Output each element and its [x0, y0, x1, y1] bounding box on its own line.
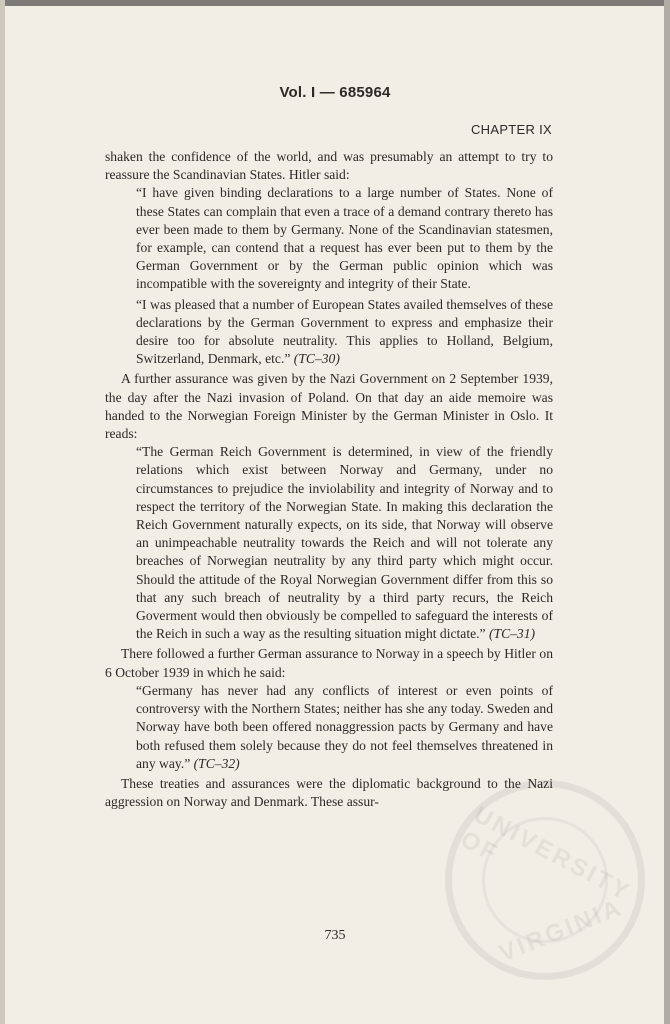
paragraph-assurance: A further assurance was given by the Nazi Government on 2 September 1939, the day after the Nazi invasion of Poland. On that day an aide memoire was handed to the Norwegian Foreign Minister by the German Minister in Oslo. It reads: — [105, 371, 553, 442]
seal-top-text: UNIVERSITY OF — [456, 801, 636, 907]
quote-hitler-speech — [136, 682, 553, 773]
quote-hitler-declarations: “I have given binding declarations to a large number of States. None of these States can complain that even a trace of a demand contrary thereto has ever been made to them by Germany. None of the Scandinavian statesmen, for example, can contend that a request has ever been put to them by the German Government or by the German public opinion which was incompatible with the sovereignty and integrity of their State. — [136, 185, 553, 292]
paragraph-background: These treaties and assurances were the diplomatic background to the Nazi aggression on Norway and Denmark. These assur- — [105, 775, 553, 810]
quote-text: “I was pleased that a number of European States availed themselves of these declarations by the German Government to express and emphasize their desire too for absolute neutrality. This applies to Holland, Belgium, Switzerland, Denmark, etc.” — [136, 296, 553, 367]
quote-hitler-neutrality — [136, 296, 553, 369]
volume-header: Vol. I — 685964 — [279, 84, 391, 101]
chapter-heading: CHAPTER IX — [470, 122, 552, 137]
page-left-edge — [0, 0, 5, 1024]
page-top-edge — [0, 0, 670, 6]
document-reference: (TC–30) — [293, 351, 340, 367]
quote-text: “The German Reich Government is determined, in view of the friendly relations which exist between Norway and Germany, under no circumstances to prejudice the inviolability and integrity of Norway and to respect the territory of the Norwegian State. In making this declaration the Reich Government naturally expects, on its side, that Norway will observe an unimpeachable neutrality towards the Reich and will not tolerate any breaches of Norwegian neutrality by any third party which might occur. Should the attitude of the Royal Norwegian Government differ from this so that any such breach of neutrality by a third party recurs, the Reich Goverment would then obviously be compelled to safeguard the interests of the Reich in such a way as the resulting situation might dictate.” — [136, 444, 553, 642]
paragraph-further-assurance: There followed a further German assurance to Norway in a speech by Hitler on 6 October 1939 in which he said: — [105, 646, 553, 680]
document-reference: (TC–31) — [488, 626, 536, 642]
page-right-edge — [664, 0, 670, 1024]
quote-text: “Germany has never had any conflicts of interest or even points of controversy with the Northern States; neither has she any today. Sweden and Norway have both been offered nonaggression pacts by Germany and have both refused them solely because they do not feel themselves threatened in any way.” — [136, 682, 553, 771]
seal-bottom-text: VIRGINIA — [495, 893, 627, 968]
paragraph-continuation: shaken the confidence of the world, and was presumably an attempt to try to reassure the Scandinavian States. Hitler said: — [105, 149, 553, 183]
page-body — [105, 148, 553, 811]
page-number: 735 — [324, 928, 346, 943]
document-reference: (TC–32) — [193, 755, 240, 771]
quote-aide-memoire — [136, 443, 553, 643]
